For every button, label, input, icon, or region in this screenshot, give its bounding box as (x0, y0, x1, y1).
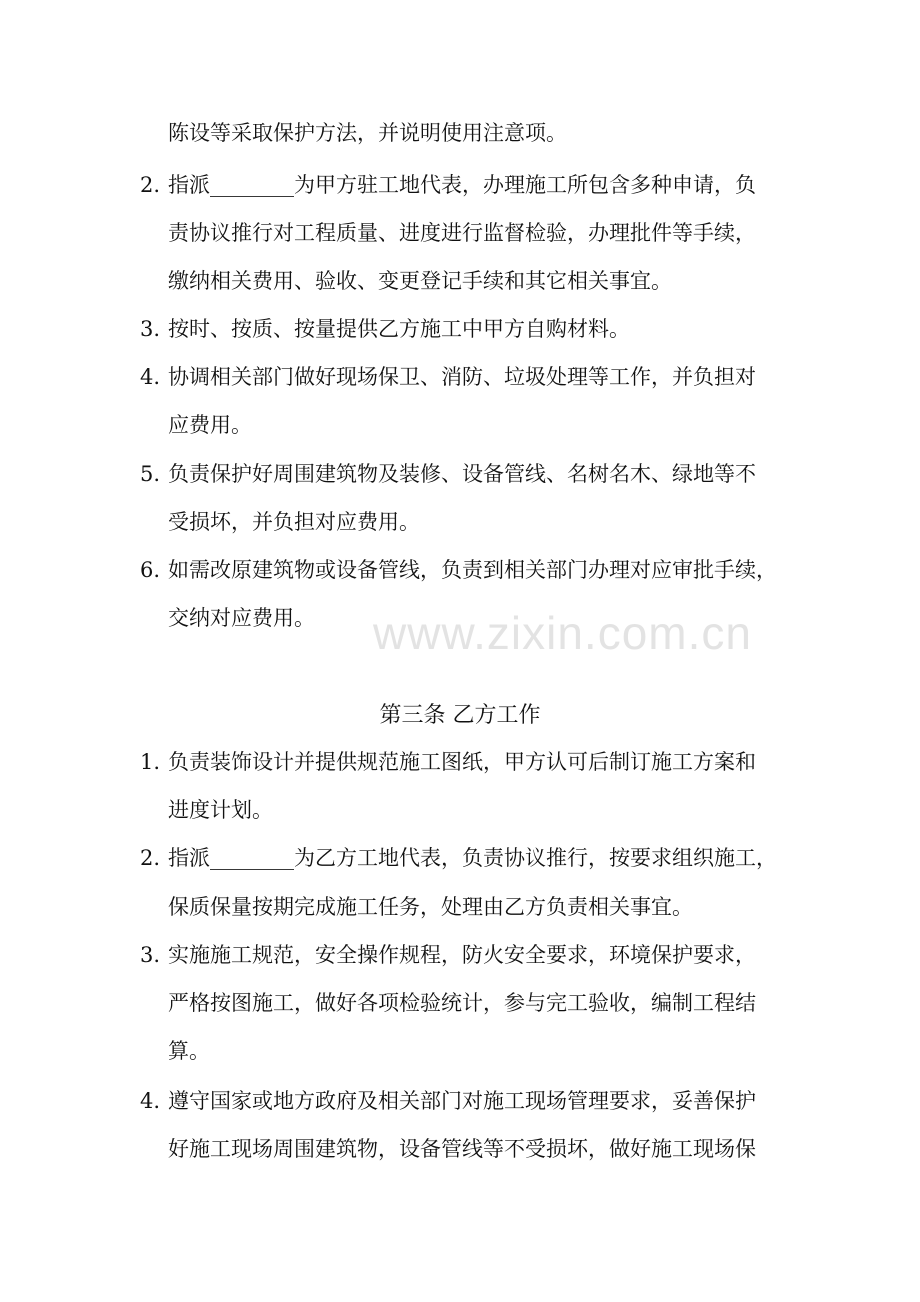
list-item (0, 1086, 920, 1116)
section-heading: 第三条 乙方工作 (379, 703, 541, 728)
list-text: 指派________为甲方驻工地代表，办理施工所包含多种申请，负 (168, 173, 756, 197)
list-text: 交纳对应费用。 (168, 606, 315, 630)
list-item (0, 843, 920, 873)
list-item-continuation (0, 410, 920, 440)
list-item (0, 362, 920, 392)
list-number: 2. (140, 846, 161, 870)
list-item-continuation (0, 1134, 920, 1164)
list-item (0, 314, 920, 344)
list-text: 责协议推行对工程质量、进度进行监督检验，办理批件等手续， (168, 221, 756, 245)
list-text: 指派________为乙方工地代表，负责协议推行，按要求组织施工， (168, 846, 777, 870)
list-text: 负责装饰设计并提供规范施工图纸，甲方认可后制订施工方案和 (168, 750, 756, 774)
list-text: 遵守国家或地方政府及相关部门对施工现场管理要求，妥善保护 (168, 1089, 756, 1113)
list-item (0, 170, 920, 200)
list-number: 5. (140, 462, 161, 486)
list-text: 如需改原建筑物或设备管线，负责到相关部门办理对应审批手续， (168, 558, 777, 582)
list-text: 保质保量按期完成施工任务，处理由乙方负责相关事宜。 (168, 895, 693, 919)
list-text: 应费用。 (168, 413, 252, 437)
list-text: 严格按图施工，做好各项检验统计，参与完工验收，编制工程结 (168, 991, 756, 1015)
list-item-continuation (0, 507, 920, 537)
list-item-continuation (0, 795, 920, 825)
list-text: 缴纳相关费用、验收、变更登记手续和其它相关事宜。 (168, 269, 672, 293)
list-item-continuation (0, 218, 920, 248)
list-text: 进度计划。 (168, 798, 273, 822)
watermark-text: www.zixin.com.cn (373, 607, 752, 659)
list-item (0, 459, 920, 489)
list-text: 按时、按质、按量提供乙方施工中甲方自购材料。 (168, 317, 630, 341)
list-number: 4. (140, 365, 161, 389)
list-item-continuation (0, 1036, 920, 1066)
list-item-continuation (0, 988, 920, 1018)
list-number: 3. (140, 943, 161, 967)
list-item-continuation (0, 266, 920, 296)
list-text: 好施工现场周围建筑物，设备管线等不受损坏，做好施工现场保 (168, 1137, 756, 1161)
list-item-continuation (0, 892, 920, 922)
list-text: 负责保护好周围建筑物及装修、设备管线、名树名木、绿地等不 (168, 462, 756, 486)
paragraph-text: 陈设等采取保护方法，并说明使用注意项。 (168, 121, 567, 145)
list-number: 4. (140, 1089, 161, 1113)
paragraph-continuation (0, 118, 920, 148)
list-item (0, 747, 920, 777)
list-number: 3. (140, 317, 161, 341)
list-number: 1. (140, 750, 161, 774)
list-text: 协调相关部门做好现场保卫、消防、垃圾处理等工作，并负担对 (168, 365, 756, 389)
list-item (0, 555, 920, 585)
list-number: 2. (140, 173, 161, 197)
list-item (0, 940, 920, 970)
list-text: 受损坏，并负担对应费用。 (168, 510, 420, 534)
list-text: 算。 (168, 1039, 210, 1063)
list-text: 实施施工规范，安全操作规程，防火安全要求，环境保护要求， (168, 943, 756, 967)
list-number: 6. (140, 558, 161, 582)
